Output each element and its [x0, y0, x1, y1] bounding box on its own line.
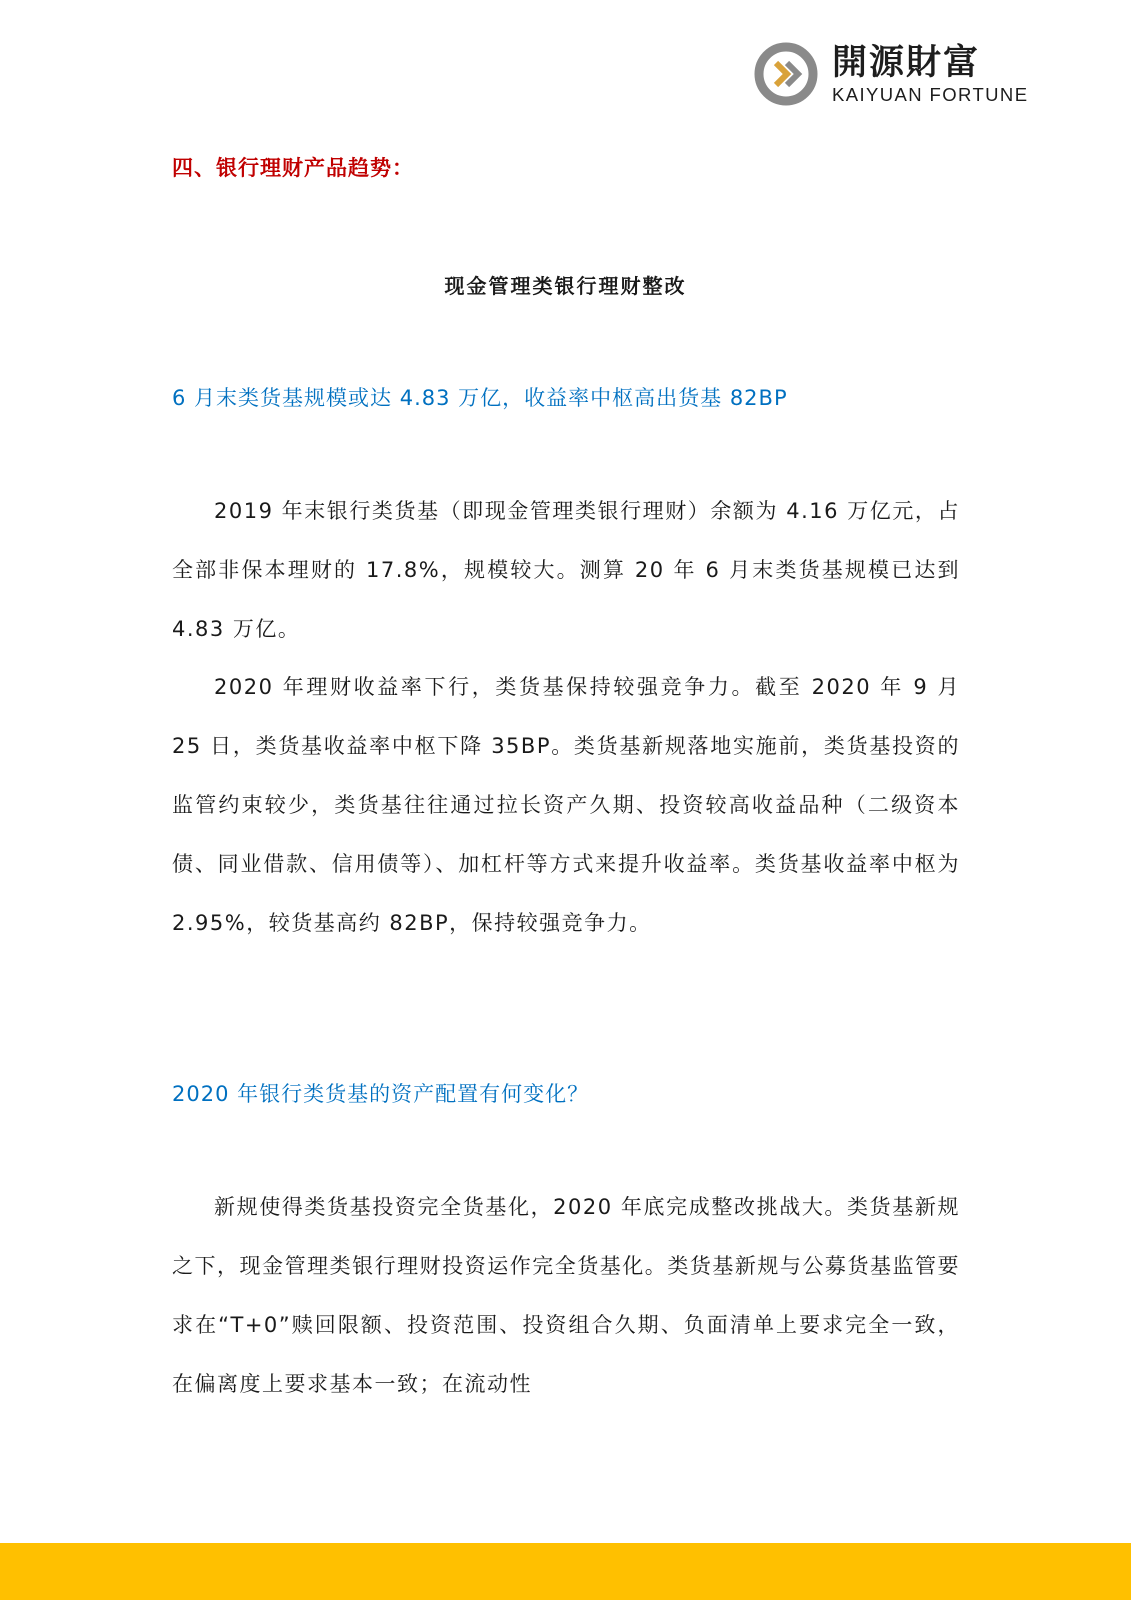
company-logo: [754, 42, 1028, 106]
logo-english-name: KAIYUAN FORTUNE: [832, 84, 1029, 105]
paragraph-new-rules: 新规使得类货基投资完全货基化，2020 年底完成整改挑战大。类货基新规之下，现金管理类银行理财投资运作完全货基化。类货基新规与公募货基监管要求在“T+0”赎回限额、投资范围、投资组合久期、负面清单上要求完全一致，在偏离度上要求基本一致；在流动性: [172, 1195, 960, 1396]
logo-chinese-name: 開源財富: [832, 43, 981, 83]
paragraph-scale: 2019 年末银行类货基（即现金管理类银行理财）余额为 4.16 万亿元，占全部非保本理财的 17.8%，规模较大。测算 20 年 6 月末类货基规模已达到 4.83 万亿。: [172, 499, 960, 641]
section-title: 四、银行理财产品趋势：: [172, 156, 414, 180]
report-subtitle: 现金管理类银行理财整改: [444, 274, 687, 298]
footer-bar: [0, 1543, 1131, 1600]
kaiyuan-logo-icon: [754, 42, 818, 106]
sub-heading-scale-yield: 6 月末类货基规模或达 4.83 万亿，收益率中枢高出货基 82BP: [172, 386, 788, 410]
paragraph-yield: 2020 年理财收益率下行，类货基保持较强竞争力。截至 2020 年 9 月 25 日，类货基收益率中枢下降 35BP。类货基新规落地实施前，类货基投资的监管约束较少，类货基往往通过拉长资产久期、投资较高收益品种（二级资本债、同业借款、信用债等）、加杠杆等方式来提升收益率。类货基收益率中枢为 2.95%，较货基高约 82BP，保持较强竞争力。: [172, 675, 960, 935]
sub-heading-asset-allocation: 2020 年银行类货基的资产配置有何变化？: [172, 1082, 590, 1106]
